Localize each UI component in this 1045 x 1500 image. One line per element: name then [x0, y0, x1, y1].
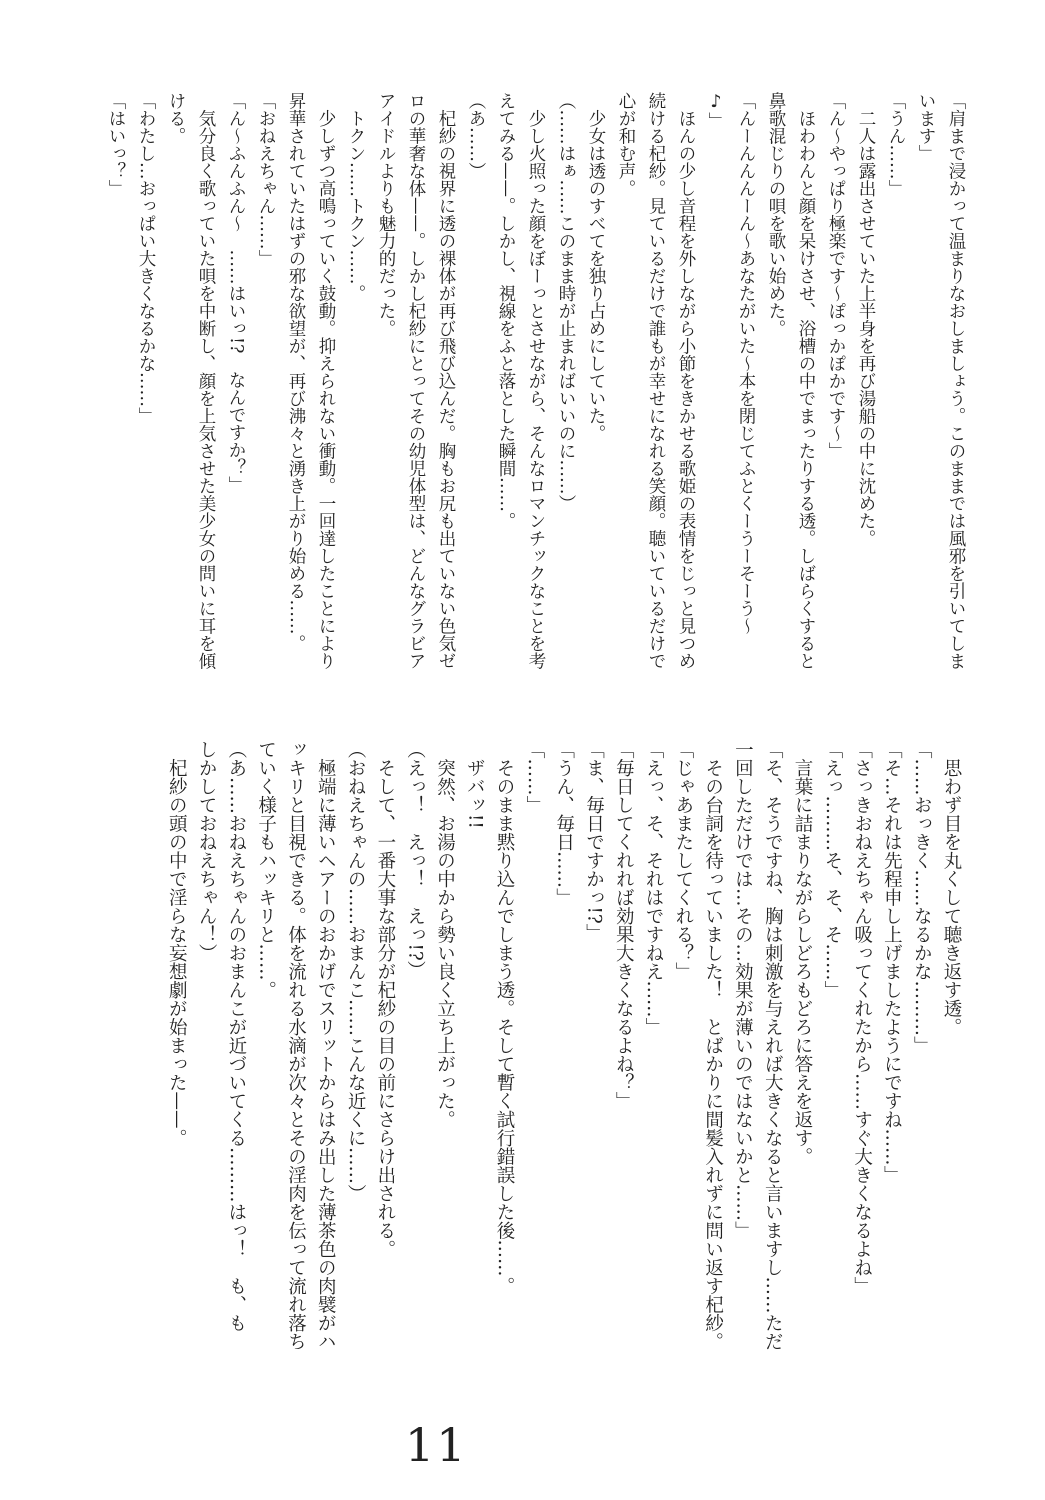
text-column: しかしておねえちゃん！）	[196, 740, 218, 962]
text-column: ロの華奢な体——。しかし杞紗にとってその幼児体型は、どんなグラビア	[406, 92, 426, 670]
text-column: アイドルよりも魅力的だった。	[376, 92, 396, 337]
text-column: ♪」	[706, 92, 726, 130]
page-number: 11	[405, 1418, 468, 1472]
text-block-lower	[161, 740, 966, 1351]
text-column: 「えっ………そ、そ、そ……」	[821, 740, 843, 999]
text-column: ていく様子もハッキリと……。	[255, 740, 277, 999]
text-column: 「おねえちゃん……」	[256, 92, 276, 267]
text-column: 「ん〜ふんふん〜 ……はいっ!? なんですか？」	[226, 92, 246, 494]
text-column: そして、一番大事な部分が杞紗の目の前にさらけ出される。	[374, 740, 396, 1258]
text-column: 「ま、毎日ですかっ!?」	[583, 740, 605, 943]
text-column: （えっ！ えっ！ えっ!?）	[404, 740, 426, 980]
text-column: （……はぁ……このまま時が止まればいいのに……）	[556, 92, 576, 512]
text-column: 「んーんんんーん〜あなたがいた〜本を閉じてふとくーうーそーう〜	[736, 92, 756, 635]
text-column: 「さっきおねえちゃん吸ってくれたから……すぐ大きくなるよね」	[851, 740, 873, 1295]
text-column: 少女は透のすべてを独り占めにしていた。	[586, 92, 606, 442]
text-column: 「……おっきく……なるかな………」	[911, 740, 933, 1055]
text-column: 「えっ、そ、それはですねえ……」	[643, 740, 665, 1036]
text-block-upper	[101, 92, 971, 670]
text-column: ける。	[166, 92, 186, 145]
text-column: 二人は露出させていた上半身を再び湯船の中に沈めた。	[856, 92, 876, 547]
text-column: 「肩まで浸かって温まりなおしましょう。このままでは風邪を引いてしま	[946, 92, 966, 670]
text-column: （おねえちゃんの……おまんこ……こんな近くに……）	[345, 740, 367, 1203]
text-column: 杞紗の頭の中で淫らな妄想劇が始まった——。	[166, 740, 188, 1147]
text-column: 「そ…それは先程申し上げましたようにですね……」	[881, 740, 903, 1184]
text-column: 心が和む声。	[616, 92, 636, 197]
text-column: 突然、お湯の中から勢い良く立ち上がった。	[434, 740, 456, 1129]
text-column: 「うん……」	[886, 92, 906, 197]
text-column: 極端に薄いヘアーのおかげでスリットからはみ出した薄茶色の肉襞がハ	[315, 740, 337, 1351]
text-column: 少し火照った顔をぼーっとさせながら、そんなロマンチックなことを考	[526, 92, 546, 670]
text-column: 一回しただけでは…その…効果が薄いのではないかと……」	[732, 740, 754, 1240]
text-column: 杞紗の視界に透の裸体が再び飛び込んだ。胸もお尻も出ていない色気ゼ	[436, 92, 456, 670]
text-column: 少しずつ高鳴っていく鼓動。抑えられない衝動。一回達したことにより	[316, 92, 336, 670]
text-column: 「じゃあまたしてくれる？」	[672, 740, 694, 981]
text-column: 言葉に詰まりながらしどろもどろに答えを返す。	[792, 740, 814, 1166]
text-column: 「うん、毎日……」	[553, 740, 575, 907]
text-column: 思わず目を丸くして聴き返す透。	[941, 740, 962, 1036]
text-column: （あ……おねえちゃんのおまんこが近づいてくる………はっ！ も、も	[225, 740, 247, 1332]
text-column: （あ……）	[466, 92, 486, 180]
text-column: います」	[916, 92, 936, 162]
text-column: 続ける杞紗。見ているだけで誰もが幸せになれる笑顔。聴いているだけで	[646, 92, 666, 670]
text-column: 昇華されていたはずの邪な欲望が、再び沸々と湧き上がり始める……。	[286, 92, 306, 652]
text-column: ザバッ!!	[464, 740, 486, 829]
text-column: ッキリと目視できる。体を流れる水滴が次々とその淫肉を伝って流れ落ち	[285, 740, 307, 1351]
text-column: トクン……トクン……。	[346, 92, 366, 302]
text-column: 「ん〜やっぱり極楽です〜ぽっかぽかです〜」	[826, 92, 846, 460]
text-column: ほわわんと顔を呆けさせ、浴槽の中でまったりする透。しばらくすると	[796, 92, 816, 670]
text-column: 気分良く歌っていた唄を中断し、顔を上気させた美少女の問いに耳を傾	[196, 92, 216, 670]
text-column: 「わたし…おっぱい大きくなるかな……」	[136, 92, 156, 425]
text-column: 「そ、そうですね、胸は刺激を与えれば大きくなると言いますし……ただ	[762, 740, 784, 1351]
text-column: ほんの少し音程を外しながら小節をきかせる歌姫の表情をじっと見つめ	[676, 92, 696, 670]
text-column: そのまま黙り込んでしまう透。そして暫く試行錯誤した後……。	[494, 740, 516, 1295]
text-column: 「毎日してくれれば効果大きくなるよね？」	[613, 740, 635, 1110]
text-column: 「……」	[523, 740, 545, 814]
text-column: 「はいっ？」	[106, 92, 126, 197]
text-column: その台詞を待っていました！ とばかりに間髪入れずに問い返す杞紗。	[702, 740, 724, 1351]
text-column: 鼻歌混じりの唄を歌い始めた。	[766, 92, 786, 337]
text-column: えてみる——。しかし、視線をふと落とした瞬間……。	[496, 92, 516, 530]
